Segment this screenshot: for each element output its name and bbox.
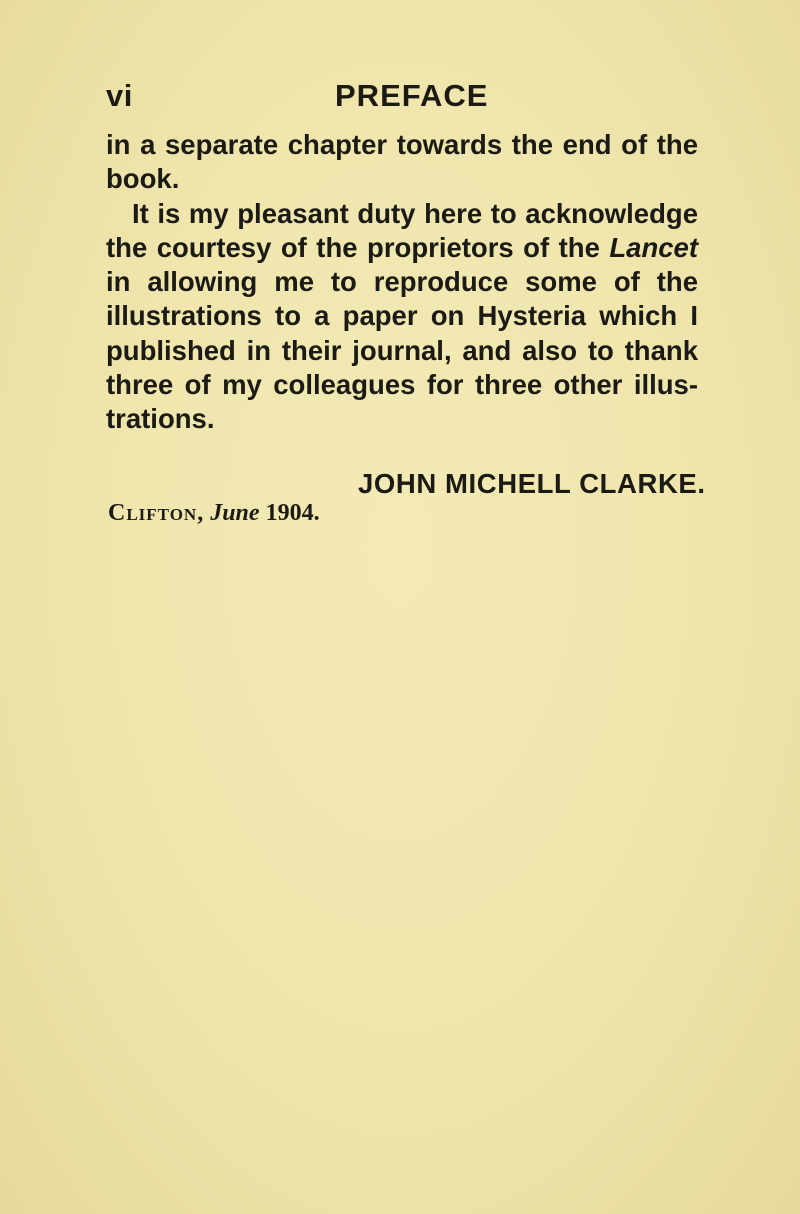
- dateline-year: 1904.: [265, 500, 320, 526]
- text-line: illustrations to a paper on Hysteria which I: [106, 300, 698, 332]
- text-line: trations.: [106, 403, 215, 435]
- running-title: PREFACE: [335, 78, 489, 113]
- text-line: in allowing me to reproduce some of the: [106, 266, 698, 298]
- text-line: three of my colleagues for three other illus-: [106, 369, 698, 401]
- text-segment: the courtesy of the proprietors of the: [106, 231, 610, 263]
- text-line: book.: [106, 163, 180, 195]
- text-line-with-journal: [106, 231, 698, 265]
- dateline-month: June: [210, 500, 260, 526]
- text-line: in a separate chapter towards the end of the: [106, 129, 698, 160]
- dateline-place: Clifton,: [108, 500, 205, 526]
- text-line: It is my pleasant duty here to acknowledge: [132, 197, 698, 229]
- page-number: vi: [106, 78, 133, 113]
- journal-name: Lancet: [609, 231, 698, 263]
- text-line: published in their journal, and also to thank: [106, 334, 698, 366]
- preface-body: [106, 128, 698, 437]
- dateline: [108, 500, 320, 527]
- author-signature: JOHN MICHELL CLARKE.: [358, 468, 706, 499]
